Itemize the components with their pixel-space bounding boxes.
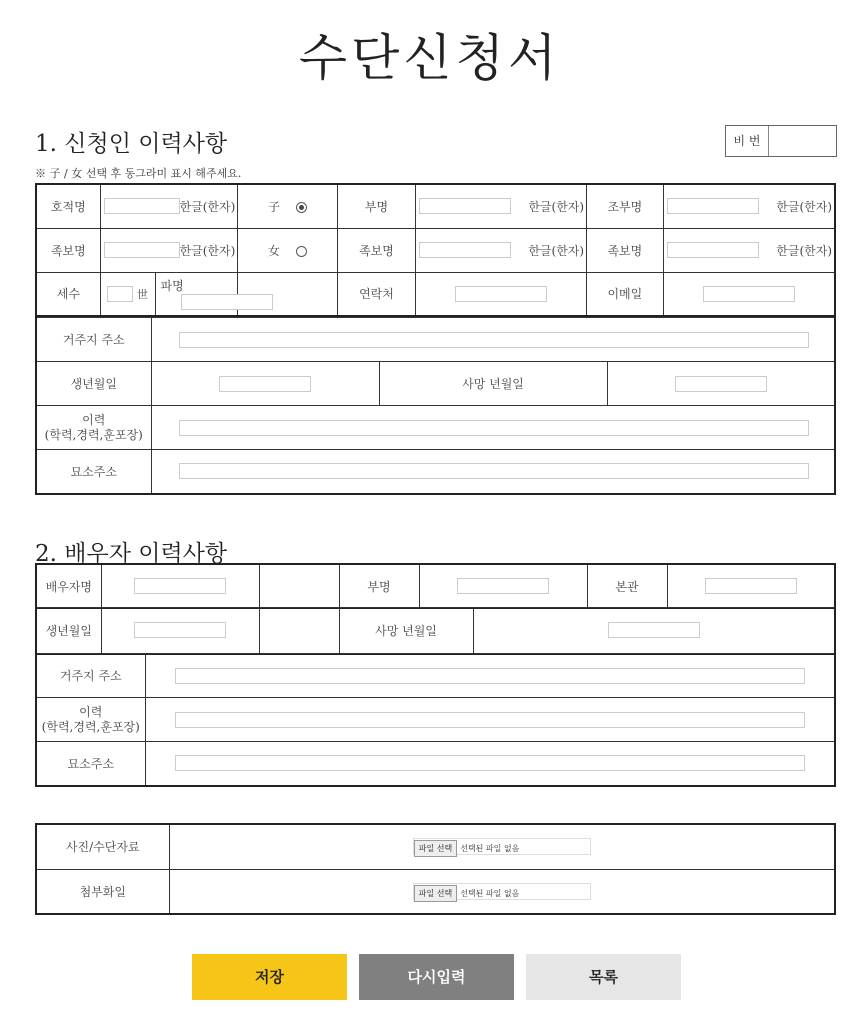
email-label: 이메일 <box>587 272 664 316</box>
password-input[interactable] <box>769 126 836 156</box>
contact-input[interactable] <box>455 286 547 302</box>
se-unit: 世 <box>136 287 148 301</box>
grandfather-jokbo-input[interactable] <box>667 242 759 258</box>
jokbo-input[interactable] <box>104 242 180 258</box>
sesu-label: 세수 <box>36 272 100 316</box>
spouse-grave-label: 묘소주소 <box>36 742 145 786</box>
section2-title: 2. 배우자 이력사항 <box>35 541 228 567</box>
hojeok-label: 호적명 <box>36 184 100 228</box>
father-label: 부명 <box>337 184 416 228</box>
spouse-history-label <box>36 698 145 742</box>
list-button[interactable]: 목록 <box>526 954 681 1000</box>
spouse-input[interactable] <box>134 578 226 594</box>
daughter-radio[interactable] <box>296 246 307 257</box>
reset-button[interactable]: 다시입력 <box>359 954 514 1000</box>
password-box <box>725 125 837 157</box>
photo-file-input[interactable] <box>413 838 591 855</box>
applicant-table-lower <box>35 317 836 495</box>
son-radio[interactable] <box>296 202 307 213</box>
photo-choose-button[interactable]: 파일 선택 <box>414 840 457 857</box>
father-input[interactable] <box>419 198 511 214</box>
father-hint: 한글(한자) <box>528 199 585 214</box>
attach-choose-button[interactable]: 파일 선택 <box>414 885 457 902</box>
grave-label: 묘소주소 <box>36 450 151 494</box>
spouse-death-label: 사망 년월일 <box>339 608 473 654</box>
history-label-line1: 이력 <box>82 412 106 427</box>
birth-input[interactable] <box>219 376 311 392</box>
spouse-address-label: 거주지 주소 <box>36 654 145 698</box>
father-jokbo-label: 족보명 <box>337 228 416 272</box>
bongwan-input[interactable] <box>705 578 797 594</box>
spouse-grave-input[interactable] <box>175 755 805 771</box>
attach-file-input[interactable] <box>413 883 591 900</box>
photo-no-file: 선택된 파일 없음 <box>460 844 520 854</box>
history-label-line2: (학력,경력,훈포장) <box>44 427 143 442</box>
applicant-table <box>35 183 836 317</box>
grandfather-jokbo-label: 족보명 <box>587 228 664 272</box>
spouse-address-input[interactable] <box>175 668 805 684</box>
section1-note: ※ 子 / 女 선택 후 동그라미 표시 해주세요. <box>35 167 242 180</box>
pa-cell <box>155 272 238 316</box>
jokbo-label: 족보명 <box>36 228 100 272</box>
spouse-history-input[interactable] <box>175 712 805 728</box>
spouse-table <box>35 563 836 609</box>
grave-input[interactable] <box>179 463 809 479</box>
hojeok-hint: 한글(한자) <box>179 199 236 214</box>
attachments-table <box>35 823 836 915</box>
grandfather-jokbo-hint: 한글(한자) <box>776 243 832 258</box>
spouse-label: 배우자명 <box>36 564 101 608</box>
save-button[interactable]: 저장 <box>192 954 347 1000</box>
pa-label: 파명 <box>160 279 184 294</box>
contact-label: 연락처 <box>337 272 416 316</box>
grandfather-input[interactable] <box>667 198 759 214</box>
address-input[interactable] <box>179 332 809 348</box>
spouse-birth-label: 생년월일 <box>36 608 101 654</box>
page-title: 수단신청서 <box>298 29 561 87</box>
spouse-birth-input[interactable] <box>134 622 226 638</box>
father-jokbo-hint: 한글(한자) <box>528 243 585 258</box>
grandfather-label: 조부명 <box>587 184 664 228</box>
grandfather-hint: 한글(한자) <box>776 199 832 214</box>
sesu-input[interactable] <box>107 286 133 302</box>
spouse-history-label-line2: (학력,경력,훈포장) <box>41 719 140 734</box>
birth-label: 생년월일 <box>36 362 151 406</box>
son-label: 子 <box>267 199 280 214</box>
history-label <box>36 406 151 450</box>
daughter-option[interactable] <box>238 228 337 272</box>
hojeok-input[interactable] <box>104 198 180 214</box>
spouse-death-input[interactable] <box>608 622 700 638</box>
daughter-label: 女 <box>267 243 280 258</box>
spouse-table-row2 <box>35 607 836 655</box>
photo-label: 사진/수단자료 <box>36 824 169 869</box>
section1-title: 1. 신청인 이력사항 <box>35 131 228 157</box>
address-label: 거주지 주소 <box>36 318 151 362</box>
attach-label: 첨부화일 <box>36 869 169 914</box>
password-label: 비 번 <box>726 126 769 156</box>
father-jokbo-input[interactable] <box>419 242 511 258</box>
email-input[interactable] <box>703 286 795 302</box>
history-input[interactable] <box>179 420 809 436</box>
death-input[interactable] <box>675 376 767 392</box>
son-option[interactable] <box>238 184 337 228</box>
spouse-father-label: 부명 <box>339 564 419 608</box>
pa-input[interactable] <box>181 294 273 310</box>
spouse-history-label-line1: 이력 <box>79 704 103 719</box>
attach-no-file: 선택된 파일 없음 <box>460 888 520 898</box>
jokbo-hint: 한글(한자) <box>179 243 236 258</box>
bongwan-label: 본관 <box>587 564 667 608</box>
spouse-table-lower <box>35 653 836 787</box>
death-label: 사망 년월일 <box>379 362 607 406</box>
spouse-father-input[interactable] <box>457 578 549 594</box>
